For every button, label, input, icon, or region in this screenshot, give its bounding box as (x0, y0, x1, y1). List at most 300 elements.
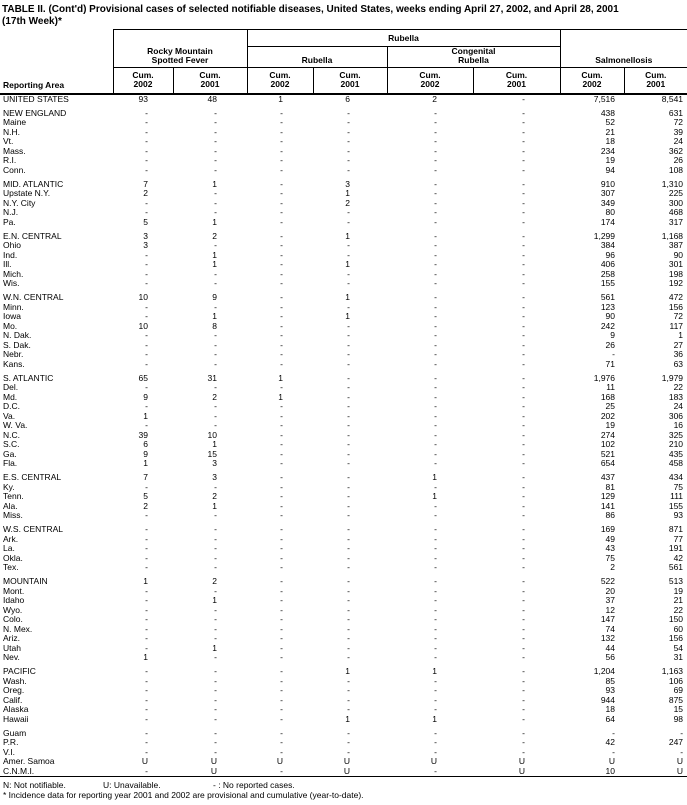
value-cell: - (522, 146, 526, 156)
value-cell: - (214, 241, 217, 250)
value-cell: 94 (605, 165, 616, 175)
value-cell: - (214, 738, 217, 747)
reporting-area-cell: Ala. (3, 501, 18, 511)
footnote-incidence: * Incidence data for reporting year 2001 and 2002 are provisional and cumulative (year-to-date). (3, 790, 364, 800)
table-row (0, 360, 687, 370)
value-cell: 10 (605, 766, 616, 776)
value-cell: 65 (138, 373, 148, 383)
value-cell: - (214, 728, 217, 738)
value-cell: - (434, 586, 437, 596)
value-cell: - (280, 492, 283, 501)
reporting-area-cell: Utah (3, 643, 21, 653)
value-cell: 93 (138, 93, 148, 104)
table-row (0, 251, 687, 261)
table-title (0, 0, 687, 27)
reporting-area-cell: Wis. (3, 279, 20, 288)
value-cell: - (347, 534, 350, 544)
value-cell: - (280, 402, 283, 411)
value-cell: - (434, 208, 437, 217)
value-cell: 301 (668, 260, 684, 269)
value-cell: 156 (668, 634, 684, 643)
value-cell: - (522, 269, 526, 279)
value-cell: - (434, 127, 437, 137)
value-cell: - (434, 331, 437, 340)
value-cell: U (343, 757, 350, 766)
value-cell: - (145, 553, 148, 563)
value-cell: - (214, 605, 217, 615)
value-cell: - (522, 231, 526, 241)
value-cell: 26 (673, 156, 684, 165)
value-cell: - (280, 586, 283, 596)
value-cell: - (214, 586, 217, 596)
value-cell: 8 (212, 321, 217, 331)
value-cell: 306 (668, 411, 684, 421)
salmonellosis-group-header: Salmonellosis (560, 30, 687, 68)
value-cell: 247 (668, 738, 684, 747)
value-cell: - (145, 714, 148, 724)
value-cell: - (522, 373, 526, 383)
value-cell: - (522, 686, 526, 695)
table-row (0, 577, 687, 587)
value-cell: - (280, 118, 283, 127)
table-row (0, 473, 687, 483)
value-cell: - (145, 279, 148, 288)
value-cell: 18 (605, 137, 616, 146)
value-cell: - (434, 511, 437, 520)
value-cell: 52 (605, 118, 616, 127)
value-cell: - (280, 534, 283, 544)
value-cell: - (522, 643, 526, 653)
reporting-area-cell: E.N. CENTRAL (3, 231, 62, 241)
value-cell: - (145, 146, 148, 156)
value-cell: 1 (345, 260, 350, 269)
table-row (0, 748, 687, 758)
value-cell: - (214, 686, 217, 695)
reporting-area-cell: Maine (3, 118, 27, 127)
value-cell: - (522, 605, 526, 615)
value-cell: 198 (668, 269, 684, 279)
value-cell: 93 (605, 686, 616, 695)
value-cell: 468 (668, 208, 684, 217)
value-cell: - (214, 383, 217, 392)
value-cell: - (434, 269, 437, 279)
value-cell: - (522, 534, 526, 544)
value-cell: - (434, 482, 437, 492)
table-row (0, 634, 687, 644)
value-cell: - (434, 459, 437, 468)
value-cell: - (434, 373, 437, 383)
value-cell: - (280, 728, 283, 738)
reporting-area-cell: UNITED STATES (3, 93, 69, 104)
value-cell: - (612, 747, 616, 757)
value-cell: - (347, 156, 350, 165)
table-header (0, 30, 687, 94)
value-cell: - (214, 146, 217, 156)
value-cell: - (434, 563, 437, 572)
congenital-cum-2001-header: Cum. 2001 (473, 68, 560, 94)
value-cell: 1,163 (661, 667, 684, 676)
table-row (0, 341, 687, 351)
reporting-area-cell: Pa. (3, 217, 16, 227)
reporting-area-cell: Ohio (3, 241, 21, 250)
reporting-area-cell: La. (3, 544, 15, 553)
value-cell: - (522, 492, 526, 501)
value-cell: - (434, 643, 437, 653)
value-cell: 141 (600, 501, 616, 511)
value-cell: - (280, 695, 283, 705)
value-cell: - (214, 198, 217, 208)
table-row (0, 383, 687, 393)
value-cell: - (522, 331, 526, 340)
value-cell: - (522, 473, 526, 482)
value-cell: - (280, 108, 283, 118)
table-row (0, 677, 687, 687)
table-title-line2: (17th Week)* (2, 15, 62, 27)
value-cell: - (347, 577, 350, 586)
reporting-area-cell: Calif. (3, 695, 23, 705)
value-cell: - (434, 217, 437, 227)
value-cell: - (434, 634, 437, 643)
value-cell: - (522, 189, 526, 198)
value-cell: 3 (345, 179, 350, 189)
value-cell: 2 (212, 577, 217, 586)
table-row (0, 118, 687, 128)
value-cell: 1 (432, 714, 437, 724)
value-cell: - (280, 189, 283, 198)
value-cell: - (434, 430, 437, 440)
value-cell: 63 (673, 359, 684, 369)
value-cell: - (522, 615, 526, 624)
reporting-area-cell: Minn. (3, 302, 24, 312)
value-cell: - (214, 421, 217, 430)
value-cell: - (145, 605, 148, 615)
table-row (0, 293, 687, 303)
rmsf-cum-2002-header: Cum. 2002 (113, 68, 173, 94)
reporting-area-cell: W.S. CENTRAL (3, 525, 63, 534)
table-row (0, 459, 687, 469)
value-cell: - (522, 241, 526, 250)
value-cell: 1,310 (661, 179, 684, 189)
value-cell: 1 (432, 492, 437, 501)
value-cell: 1,168 (661, 231, 684, 241)
reporting-area-cell: Guam (3, 728, 27, 738)
value-cell: U (518, 757, 526, 766)
value-cell: 77 (673, 534, 684, 544)
value-cell: 472 (668, 293, 684, 302)
value-cell: 169 (600, 525, 616, 534)
value-cell: - (145, 747, 148, 757)
reporting-area-cell: Okla. (3, 553, 23, 563)
value-cell: 132 (600, 634, 616, 643)
value-cell: 1 (212, 179, 217, 189)
value-cell: 2 (610, 563, 616, 572)
value-cell: 3 (212, 473, 217, 482)
value-cell: - (434, 402, 437, 411)
value-cell: 42 (673, 553, 684, 563)
value-cell: - (214, 482, 217, 492)
table-row (0, 686, 687, 696)
value-cell: - (214, 156, 217, 165)
value-cell: 1 (345, 667, 350, 676)
value-cell: 3 (143, 231, 148, 241)
value-cell: - (434, 108, 437, 118)
value-cell: - (280, 198, 283, 208)
reporting-area-cell: Iowa (3, 312, 21, 321)
value-cell: - (522, 440, 526, 449)
value-cell: 437 (600, 473, 616, 482)
reporting-area-cell: D.C. (3, 402, 20, 411)
value-cell: 1 (345, 714, 350, 724)
value-cell: - (280, 312, 283, 321)
value-cell: 1 (212, 596, 217, 605)
value-cell: 2 (143, 189, 148, 198)
value-cell: - (522, 279, 526, 288)
value-cell: - (145, 137, 148, 146)
value-cell: - (522, 747, 526, 757)
value-cell: 191 (668, 544, 684, 553)
value-cell: 871 (668, 525, 684, 534)
value-cell: 561 (600, 293, 616, 302)
value-cell: - (612, 728, 616, 738)
value-cell: - (522, 544, 526, 553)
value-cell: - (280, 449, 283, 459)
value-cell: - (522, 525, 526, 534)
reporting-area-cell: R.I. (3, 156, 17, 165)
reporting-area-cell: N.J. (3, 208, 19, 217)
table-row (0, 587, 687, 597)
value-cell: 36 (673, 350, 684, 359)
salmonellosis-cum-2001-header: Cum. 2001 (624, 68, 687, 94)
reporting-area-cell: MID. ATLANTIC (3, 179, 64, 189)
value-cell: - (347, 563, 350, 572)
value-cell: - (280, 279, 283, 288)
value-cell: - (280, 383, 283, 392)
value-cell: - (214, 189, 217, 198)
value-cell: - (145, 340, 148, 350)
reporting-area-cell: N. Dak. (3, 331, 32, 340)
value-cell: 44 (605, 643, 616, 653)
value-cell: - (145, 667, 148, 676)
value-cell: 10 (207, 430, 217, 440)
value-cell: - (347, 586, 350, 596)
value-cell: - (522, 411, 526, 421)
value-cell: - (145, 676, 148, 686)
value-cell: 9 (143, 449, 148, 459)
value-cell: 1 (212, 217, 217, 227)
table-body (0, 94, 687, 777)
value-cell: - (434, 525, 437, 534)
value-cell: - (434, 146, 437, 156)
value-cell: - (434, 449, 437, 459)
value-cell: 210 (668, 440, 684, 449)
table-row (0, 615, 687, 625)
value-cell: - (214, 511, 217, 520)
table-title-line1: TABLE II. (Cont'd) Provisional cases of selected notifiable diseases, United States, weeks ending April 27, 2002, and April 28, 2001 (2, 4, 619, 15)
value-cell: - (434, 321, 437, 331)
value-cell: 2 (143, 501, 148, 511)
value-cell: - (280, 738, 283, 747)
value-cell: - (347, 695, 350, 705)
congenital-rubella-header: Congenital Rubella (387, 47, 560, 68)
value-cell: - (434, 293, 437, 302)
value-cell: - (347, 482, 350, 492)
value-cell: 54 (673, 643, 684, 653)
notifiable-diseases-table (0, 29, 687, 777)
value-cell: - (680, 747, 684, 757)
table-row (0, 715, 687, 725)
value-cell: - (522, 350, 526, 359)
value-cell: 111 (670, 492, 684, 501)
value-cell: - (280, 676, 283, 686)
value-cell: - (214, 534, 217, 544)
value-cell: 1 (678, 331, 684, 340)
reporting-area-cell: Ariz. (3, 634, 20, 643)
footnote-legend (3, 780, 687, 790)
reporting-area-cell: Vt. (3, 137, 14, 146)
value-cell: - (214, 525, 217, 534)
value-cell: - (522, 676, 526, 686)
value-cell: - (347, 340, 350, 350)
value-cell: - (347, 165, 350, 175)
value-cell: 6 (143, 440, 148, 449)
value-cell: - (434, 250, 437, 260)
value-cell: - (280, 217, 283, 227)
value-cell: - (145, 350, 148, 359)
reporting-area-cell: Alaska (3, 705, 29, 714)
value-cell: - (280, 331, 283, 340)
value-cell: - (214, 676, 217, 686)
value-cell: - (522, 198, 526, 208)
value-cell: 20 (605, 586, 616, 596)
value-cell: - (145, 586, 148, 596)
reporting-area-cell: W. Va. (3, 421, 28, 430)
value-cell: - (522, 586, 526, 596)
value-cell: - (434, 118, 437, 127)
value-cell: - (280, 156, 283, 165)
value-cell: - (434, 605, 437, 615)
value-cell: - (522, 312, 526, 321)
value-cell: 31 (207, 373, 217, 383)
value-cell: - (522, 634, 526, 643)
value-cell: - (347, 492, 350, 501)
value-cell: 11 (606, 383, 616, 392)
value-cell: - (280, 667, 283, 676)
value-cell: - (522, 430, 526, 440)
value-cell: - (280, 250, 283, 260)
value-cell: U (210, 757, 217, 766)
value-cell: 90 (605, 312, 616, 321)
value-cell: - (280, 577, 283, 586)
value-cell: - (214, 137, 217, 146)
value-cell: - (214, 553, 217, 563)
value-cell: - (347, 241, 350, 250)
value-cell: - (434, 156, 437, 165)
value-cell: - (214, 653, 217, 662)
value-cell: 2 (212, 231, 217, 241)
value-cell: - (145, 359, 148, 369)
value-cell: - (434, 615, 437, 624)
value-cell: - (522, 482, 526, 492)
value-cell: 10 (138, 321, 148, 331)
value-cell: 654 (600, 459, 616, 468)
value-cell: - (214, 402, 217, 411)
value-cell: - (280, 511, 283, 520)
value-cell: U (518, 766, 526, 776)
table-row (0, 421, 687, 431)
value-cell: - (347, 302, 350, 312)
value-cell: - (434, 179, 437, 189)
value-cell: - (347, 728, 350, 738)
value-cell: 3 (143, 241, 148, 250)
table-row (0, 402, 687, 412)
value-cell: - (145, 525, 148, 534)
value-cell: 147 (600, 615, 616, 624)
table-row (0, 696, 687, 706)
table-row (0, 279, 687, 289)
value-cell: 156 (668, 302, 684, 312)
value-cell: 7,516 (593, 93, 616, 104)
footnotes (0, 780, 687, 800)
value-cell: - (522, 293, 526, 302)
value-cell: 1 (278, 373, 283, 383)
value-cell: 3 (212, 459, 217, 468)
value-cell: - (214, 667, 217, 676)
value-cell: 317 (668, 217, 684, 227)
value-cell: 123 (600, 302, 616, 312)
value-cell: - (280, 766, 283, 776)
footnote-not-notifiable: N: Not notifiable. (3, 780, 66, 790)
value-cell: U (141, 757, 148, 766)
value-cell: - (280, 269, 283, 279)
value-cell: - (214, 269, 217, 279)
table-row (0, 137, 687, 147)
footnote-no-cases: - : No reported cases. (213, 780, 295, 790)
table-row (0, 166, 687, 176)
value-cell: - (347, 146, 350, 156)
value-cell: - (522, 217, 526, 227)
table-row (0, 147, 687, 157)
value-cell: - (145, 624, 148, 634)
value-cell: 42 (605, 738, 616, 747)
reporting-area-cell: N.H. (3, 127, 20, 137)
value-cell: 944 (600, 695, 616, 705)
value-cell: - (214, 544, 217, 553)
value-cell: - (280, 553, 283, 563)
value-cell: - (214, 331, 217, 340)
value-cell: - (347, 459, 350, 468)
value-cell: 155 (600, 279, 616, 288)
value-cell: - (347, 217, 350, 227)
value-cell: 16 (673, 421, 684, 430)
value-cell: 183 (668, 392, 684, 402)
congenital-cum-2002-header: Cum. 2002 (387, 68, 473, 94)
value-cell: - (347, 208, 350, 217)
value-cell: - (434, 577, 437, 586)
value-cell: - (522, 93, 526, 104)
table-row (0, 667, 687, 677)
table-row (0, 729, 687, 739)
value-cell: - (522, 383, 526, 392)
value-cell: - (434, 705, 437, 714)
value-cell: - (347, 137, 350, 146)
reporting-area-cell: Del. (3, 383, 19, 392)
value-cell: - (280, 430, 283, 440)
reporting-area-cell: MOUNTAIN (3, 577, 48, 586)
table-row (0, 563, 687, 573)
value-cell: - (522, 302, 526, 312)
value-cell: 225 (668, 189, 684, 198)
value-cell: - (347, 653, 350, 662)
